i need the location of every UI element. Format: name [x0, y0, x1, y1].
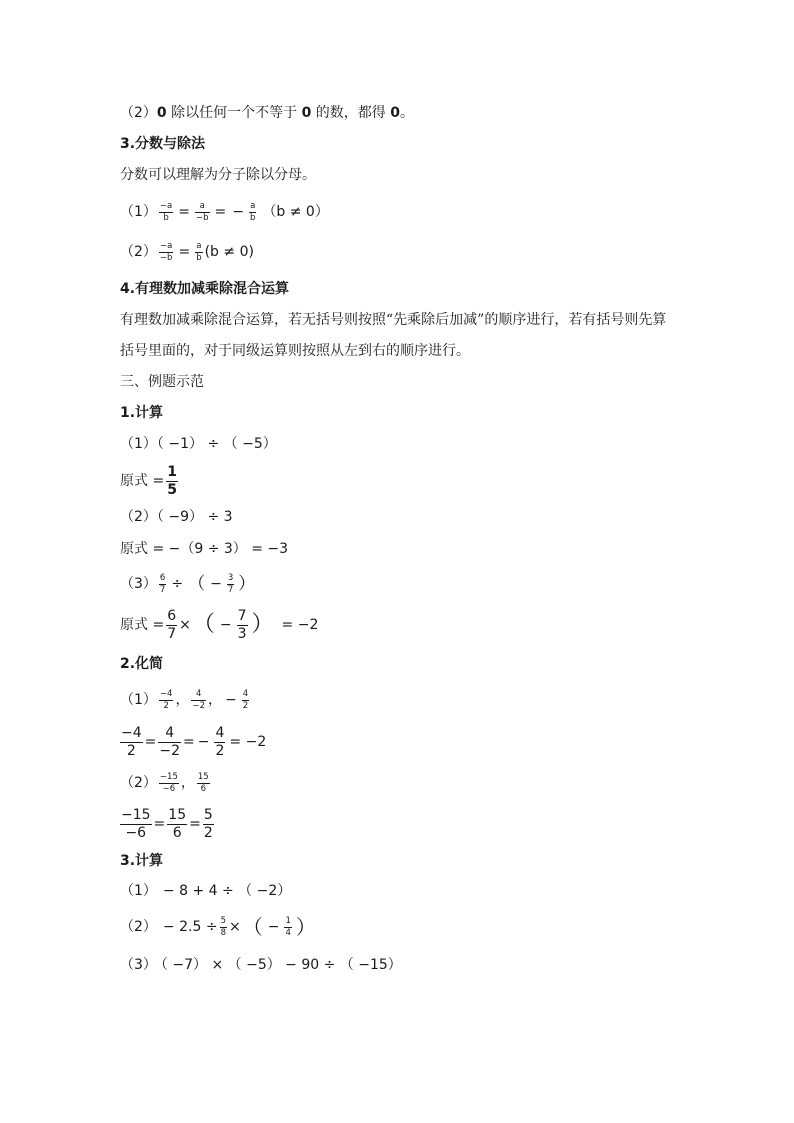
denominator: −b — [196, 212, 209, 223]
left-paren: （ — [192, 612, 215, 637]
paragraph-mixed-operations-1 — [120, 310, 666, 330]
numerator: 5 — [203, 806, 213, 823]
fraction — [220, 917, 227, 938]
numerator: 5 — [220, 915, 226, 926]
heading-examples: 三、例题示范 — [120, 374, 204, 390]
example-3-title: 3.计算 — [120, 853, 164, 869]
times-sign: × — [179, 617, 191, 633]
text: 的顺序进行，若有括号则先算 — [484, 312, 667, 328]
equals: = — [144, 734, 157, 750]
example-3-1 — [120, 881, 291, 901]
fraction — [166, 465, 178, 497]
example-3-2 — [120, 910, 318, 944]
example-1-1 — [120, 434, 277, 454]
item-index: （3） — [120, 957, 157, 973]
fraction — [195, 202, 210, 223]
zero-3: 0 — [390, 105, 400, 121]
result: = −2 — [281, 617, 319, 633]
comma: ， — [207, 692, 222, 708]
item-index: （1） — [120, 436, 157, 452]
example-1-1-answer — [120, 460, 180, 502]
denominator: 5 — [167, 481, 177, 498]
answer-label: 原式 = — [120, 473, 165, 489]
formula-1 — [120, 196, 329, 228]
example-1-title: 1.计算 — [120, 405, 164, 421]
denominator: 6 — [172, 824, 182, 841]
right-paren: ） — [251, 612, 274, 637]
fraction — [167, 808, 187, 840]
expression: − 2.5 ÷ — [162, 919, 218, 935]
numerator: 4 — [215, 724, 225, 741]
paragraph-mixed-operations-2: 括号里面的，对于同级运算则按照从左到右的顺序进行。 — [120, 343, 470, 359]
divide-sign: ÷ — [171, 576, 184, 592]
numerator: 1 — [167, 463, 177, 480]
minus-sign: − — [197, 734, 210, 750]
denominator: b — [163, 212, 169, 223]
fraction — [195, 242, 202, 263]
text: 有理数加减乘除混合运算，若无括号则按照 — [120, 312, 386, 328]
item-index: （1） — [120, 883, 157, 899]
expression: − 8 + 4 ÷ （ −2） — [162, 883, 292, 899]
denominator: −b — [159, 252, 173, 263]
numerator: 15 — [168, 806, 187, 823]
example-2-1-answer — [118, 720, 266, 764]
minus-sign: − — [232, 204, 244, 220]
fraction — [284, 917, 291, 938]
example-1-2 — [120, 507, 233, 527]
denominator: 2 — [242, 700, 249, 711]
numerator: a — [250, 200, 256, 211]
heading-mixed-operations: 4.有理数加减乘除混合运算 — [120, 281, 290, 297]
denominator: −6 — [125, 824, 147, 841]
example-2-title: 2.化简 — [120, 656, 164, 672]
fraction — [191, 690, 206, 711]
left-paren: （ — [188, 574, 206, 594]
numerator: 4 — [242, 688, 249, 699]
fraction — [158, 726, 181, 758]
denominator: 3 — [237, 625, 247, 642]
times-sign: × — [228, 919, 241, 935]
equals: = — [183, 734, 195, 750]
denominator: −2 — [159, 742, 181, 759]
denominator: 7 — [167, 625, 177, 642]
numerator: −4 — [159, 688, 173, 699]
numerator: 4 — [165, 724, 175, 741]
denominator: b — [196, 252, 202, 263]
minus-sign: − — [267, 919, 280, 935]
fraction — [203, 808, 214, 840]
numerator: 7 — [237, 607, 247, 624]
example-1-3 — [120, 568, 257, 600]
fraction — [159, 773, 179, 794]
denominator: −2 — [192, 700, 205, 711]
expression: （ −1） ÷ （ −5） — [156, 436, 277, 452]
zero-1: 0 — [156, 105, 167, 121]
numerator: 15 — [197, 771, 209, 782]
heading-fraction-division: 3.分数与除法 — [120, 136, 206, 152]
condition: (b ≠ 0) — [204, 244, 254, 260]
denominator: 8 — [220, 927, 226, 938]
numerator: −15 — [159, 771, 178, 782]
denominator: 4 — [285, 927, 291, 938]
denominator: −6 — [162, 783, 176, 794]
fraction — [197, 773, 210, 794]
fraction — [159, 574, 166, 595]
fraction — [159, 202, 173, 223]
condition: （b ≠ 0） — [262, 204, 329, 220]
right-paren: ） — [238, 574, 256, 594]
fraction — [227, 574, 234, 595]
fraction — [159, 242, 174, 263]
numerator: −a — [159, 200, 173, 211]
denominator: 2 — [215, 742, 225, 759]
zero-2: 0 — [301, 105, 312, 121]
example-3-3 — [120, 955, 402, 975]
example-1-2-answer: 原式 = −（9 ÷ 3） = −3 — [120, 541, 289, 557]
item-index: （2） — [120, 509, 157, 525]
fraction — [120, 808, 152, 840]
denominator: 2 — [126, 742, 136, 759]
numerator: 4 — [196, 688, 202, 699]
text-1: 除以任何一个不等于 — [166, 105, 302, 121]
expression: （ −9） ÷ 3 — [156, 509, 233, 525]
expression: （ −7） × （ −5） − 90 ÷ （ −15） — [160, 957, 402, 973]
denominator: 2 — [163, 700, 169, 711]
quoted-rule: “先乘除后加减” — [386, 312, 485, 328]
item-index: （3） — [120, 576, 157, 592]
comma: ， — [175, 692, 190, 708]
text-2: 的数，都得 — [311, 105, 391, 121]
fraction — [166, 609, 177, 641]
denominator: 2 — [203, 824, 213, 841]
rule-zero-division — [120, 103, 414, 123]
item-index: （2） — [120, 244, 157, 260]
formula-2 — [120, 236, 254, 268]
example-2-1 — [120, 684, 251, 716]
fraction — [242, 690, 249, 711]
equals: = — [178, 244, 191, 260]
fraction — [120, 726, 143, 758]
right-paren: ） — [295, 915, 316, 939]
fraction — [249, 202, 256, 223]
example-2-2-answer — [118, 802, 216, 846]
fraction — [159, 690, 174, 711]
numerator: −a — [160, 240, 173, 251]
example-1-3-answer — [120, 603, 318, 647]
text-3: 。 — [399, 105, 414, 121]
comma: ， — [180, 775, 195, 791]
equals: = — [153, 816, 166, 832]
equals: = — [214, 204, 227, 220]
paragraph-fraction-division: 分数可以理解为分子除以分母。 — [120, 167, 316, 183]
answer-label: 原式 = — [120, 617, 165, 633]
numerator: −4 — [121, 724, 142, 741]
numerator: 3 — [227, 572, 234, 583]
denominator: b — [250, 212, 256, 223]
item-index: （2） — [120, 775, 157, 791]
fraction — [214, 726, 225, 758]
item-index: （2） — [120, 919, 157, 935]
item-index: （1） — [120, 204, 157, 220]
numerator: a — [196, 240, 202, 251]
minus-sign: − — [219, 617, 232, 633]
numerator: 6 — [159, 572, 166, 583]
denominator: 7 — [227, 584, 234, 595]
numerator: 1 — [285, 915, 291, 926]
item-index: （2） — [120, 105, 157, 121]
item-index: （1） — [120, 692, 157, 708]
numerator: −15 — [121, 806, 151, 823]
minus-sign: − — [224, 692, 237, 708]
fraction — [237, 609, 248, 641]
example-2-2 — [120, 767, 212, 799]
equals: = — [189, 816, 201, 832]
left-paren: （ — [242, 915, 263, 939]
numerator: a — [199, 200, 205, 211]
result: = −2 — [229, 734, 267, 750]
denominator: 6 — [200, 783, 206, 794]
equals: = — [178, 204, 190, 220]
denominator: 7 — [159, 584, 166, 595]
minus-sign: − — [210, 576, 222, 592]
numerator: 6 — [167, 607, 177, 624]
